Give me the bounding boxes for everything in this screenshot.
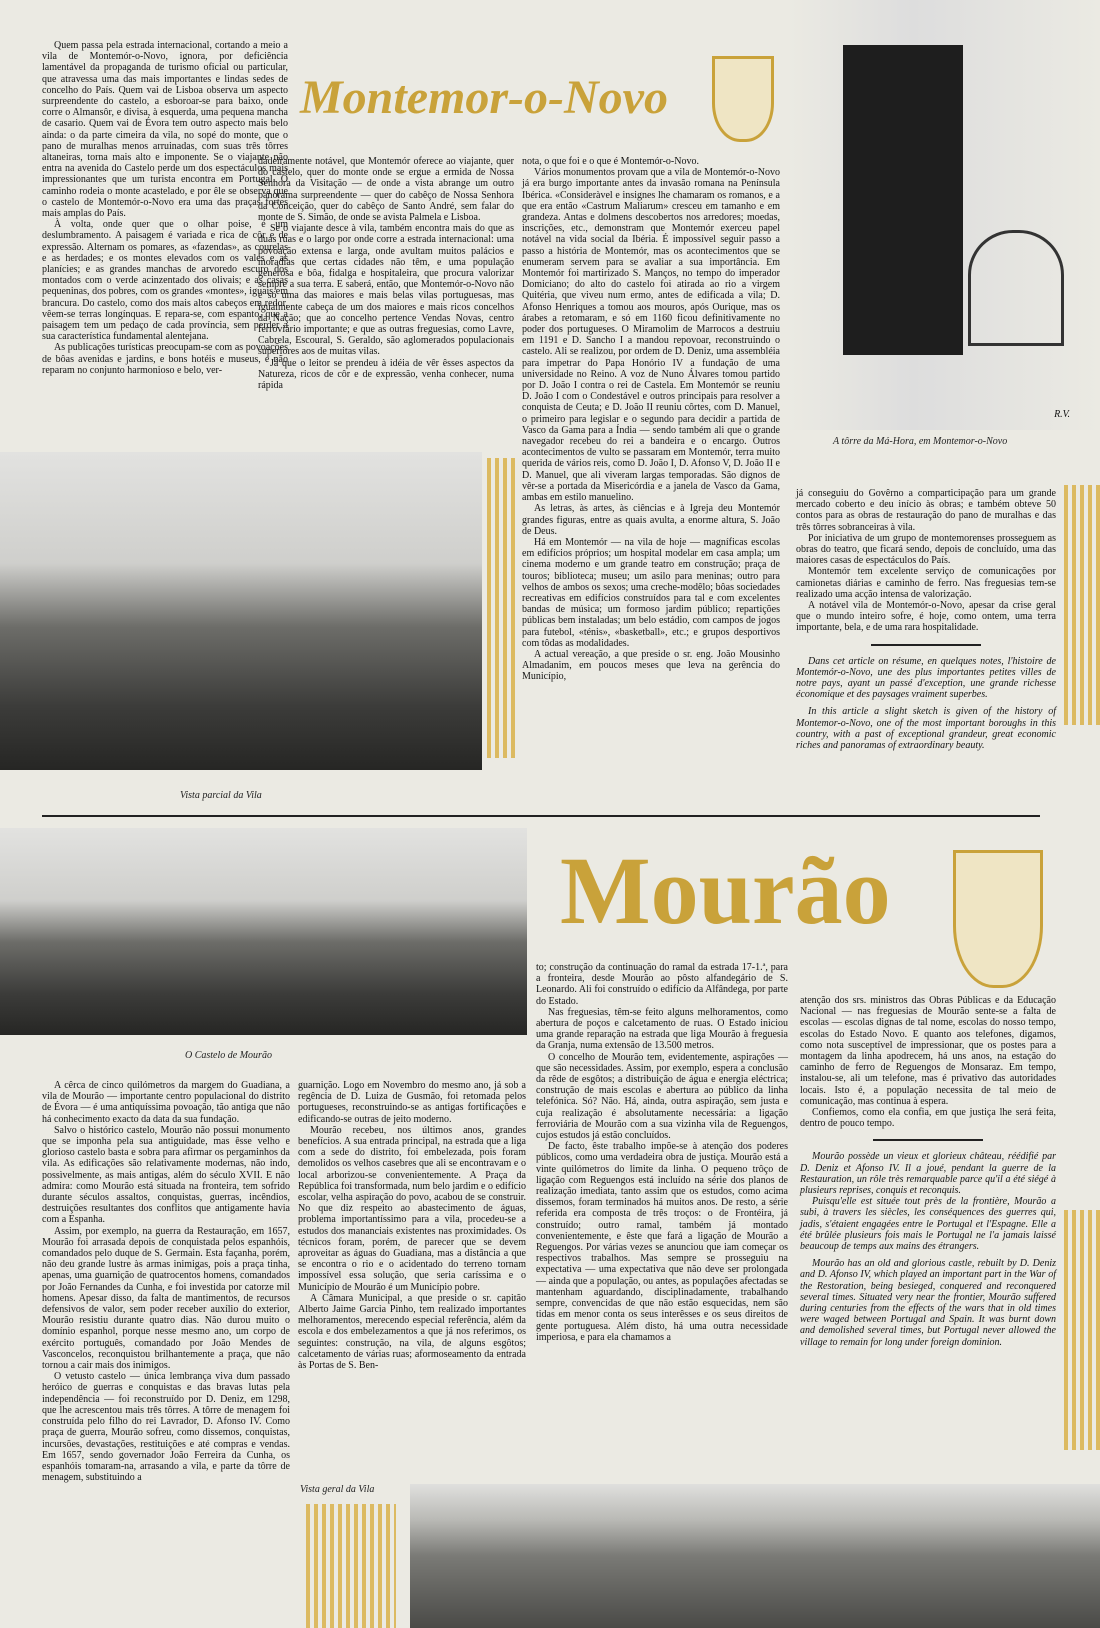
paragraph: Há em Montemór — na vila de hoje — magníficas escolas em edifícios próprios; um hospital modelar em casa ampla; um cinema moderno e um grande teatro em construção; praça de touros; biblioteca; museu; um asilo para meninas; outro para velhos de ambos os sexos; uma creche-modêlo; bôas sociedades recreativas em edifícios construídos para tal e com excelentes bandas de música; um formoso jardim público; repartições públicas bem instaladas; um belo estádio, com campos de jogos para futebol, «ténis», «basketball», etc.; e grupos desportivos com tôdas as modalidades. [522,536,780,649]
article2-col4 [800,995,1056,1348]
paragraph: De facto, êste trabalho impõe-se à atenção dos poderes públicos, como uma verdadeira obra de justiça. Mourão está a vinte quilómetros do limite da linha. O pequeno trôço de ligação com Reguengos está incluído na série dos planos de realização imediata, tanto assim que os estudos, como acima dissemos, foram terminados há muitos anos. De resto, a série referida era composta de três troços: o de Frontéira, já construído; outro ramal, também já montado convenientemente, e êste que fará a ligação de Mourão a Reguengos. Por várias vezes se anunciou que iam começar os respectivos trabalhos. Mas sempre se prosseguiu na expectativa — uma expectativa que não deve ser prolongada — ainda que a população, ou antes, as populações afectadas se mantenham aguardando, disciplinadamente, trabalhando sempre, convencidas de que não estão esquecidas, nem são tidas em menor conta os seus interêsses e os seus direitos de gente portuguesa. Além disto, há uma outra necessidade imperiosa, e para ela chamamos a [536,1141,788,1343]
paragraph: À volta, onde quer que o olhar poise, é um deslumbramento. A paisagem é variada e rica de côr e de expressão. Alternam os pomares, as «fazendas», as courelas e as herdades; e os montes elevados com os vales e as planícies; e as grandes manchas de arvoredo escuro dos montados com o verde acinzentado dos olivais; e as casas pequeninas, dos pobres, com os grandes «montes», iguais em brancura. Do castelo, como dos mais altos cabeços em redor, vêem-se terras longínquas. E repara-se, com espanto, que a paisagem tem um pedaço de cada província, sem perder a sua característica fundamental alentejana. [42,219,288,343]
view-caption: Vista geral da Vila [300,1484,375,1495]
decorative-stripe [306,1504,396,1628]
article1-col1 [42,40,288,376]
arch-shape [968,230,1064,346]
article2-summaries [800,1151,1056,1347]
paragraph: Dans cet article on résume, en quelques notes, l'histoire de Montemór-o-Novo, une des plus importantes petites villes de notre pays, ayant un passé d'exception, une grande richesse économique et des paysages vraiment superbes. [796,655,1056,701]
article1-col4 [796,488,1056,751]
paragraph: Montemór tem excelente serviço de comunicações por camionetas diárias e caminho de ferro. Nas freguesias tem-se realizado uma acção intensa de valorização. [796,566,1056,600]
paragraph: A actual vereação, a que preside o sr. eng. João Mousinho Almadanim, em poucos meses que leva na gerência do Município, [522,648,780,683]
paragraph: Salvo o histórico castelo, Mourão não possui monumento que se imponha pela sua antiguidade, mas êsse velho e glorioso castelo basta e sobra para afirmar os pergaminhos da vila. As edificações são relativamente modernas, não indo, possìvelmente, as mais antigas, além do século XVII. E não admira: como Mourão está situada na fronteira, tem sofrido durante séculos assaltos, conquistas, guerras, incêndios, destruições resultantes dos conflitos que antigamente havia com a Espanha. [42,1124,290,1226]
mourao-crest-icon [953,850,1043,988]
paragraph: Mourão possède un vieux et glorieux château, réédifié par D. Deniz et Afonso IV. Il a joué, pendant la guerre de la Restauration, un rôle très remarquable parce qu'il a été siégé à plusieurs reprises, conquis et reconquis. [800,1151,1056,1197]
town-general-view-photo [410,1484,1100,1628]
paragraph: A cêrca de cinco quilómetros da margem do Guadiana, a vila de Mourão — importante centro populacional do distrito de Évora — é uma antiquíssima povoação, tão antiga que não há conhecimento exacto da data da sua fundação. [42,1080,290,1125]
article1-french-summary [796,656,1056,752]
paragraph: Vários monumentos provam que a vila de Montemór-o-Novo já era burgo importante antes da invasão romana na Península Ibérica. «Consideràvel e insignes lhe chamaram os romanos, e a que era então «Castrum Maliarum» cresceu em tamanho e em grandeza. Antas e dolmens descobertos nos arredores; moedas, inscrições, etc., demonstram que Montemór exerceu papel notável na vida social da Ibéria. É impossível seguir passo a passo a história de Montemór, mas os acontecimentos que se enumeram servem para se avaliar a sua importância. Em Montemór foi martirizado S. Manços, no tempo do imperador Domiciano; do alto do castelo foi atirada ao rio a virgem Quitéria, que viveu num ermo, antes de edificada a vila; D. Afonso Henriques a tomou aos mouros, após Ourique, mas os árabes a retomaram, e só em 1160 ficou definitivamente no poder dos portugueses. O Miramolim de Marrocos a destruiu em 1191 e D. Sancho I a mandou repovoar, reconstruindo o castelo. Ali se realizou, por ordem de D. Deniz, uma assembléia para impetrar do Papa Honório IV a fundação de uma universidade no Reino. A voz de Nuno Álvares tomou partido por D. João I contra o rei de Castela. Em Montemór se reuniu D. João I com o Condestável e outros principais para resolver a conquista de Ceuta; e D. João II reuniu côrtes, com D. Manuel, o primeiro para legislar e o segundo para decidir a partida de Vasco da Gama para a Índia — sendo também ali que o grande navegador recebeu do rei a bandeira e o encargo. Outros acontecimentos de vulto se passaram em Montemór, terra muito querida de vários reis, como D. João I, D. Afonso V, D. João II e D. Manuel, que ali viveram largas temporadas. São dignos de vêr-se a portada da Misericórdia e a janela de Vasco da Gama, ambas em estilo manuelino. [522,167,780,504]
paragraph: As publicações turísticas preocupam-se com as povoações de bôas avenidas e jardins, e bons hotéis e museus, e não reparam no conjunto harmonioso e belo, ver- [42,342,288,376]
paragraph: nota, o que foi e o que é Montemór-o-Novo. [522,156,699,167]
article1-col2 [258,156,514,391]
paragraph: Assim, por exemplo, na guerra da Restauração, em 1657, Mourão foi arrasada depois de conquistada pelos espanhóis, comandados pelo duque de S. Germain. Esta façanha, porém, não deu grande lustre às armas inimigas, pois a praça tinha, apenas, uma guarnição de quatrocentos homens, comandados por João Fernandes da Cunha, e foi investida por catorze mil homens. Apesar disso, da falta de mantimentos, de recursos defensivos de valor, sem poder receber auxílio do exterior, Mourão resistiu durante quatro dias. Não durou muito o domínio espanhol, porque nesse mesmo ano, um corpo de exército português, comandado por João Mendes de Vasconcelos, reconquistou brilhantemente a praça, que não tornou a cair mais dos inimigos. [42,1225,290,1372]
decorative-stripe [487,458,515,758]
decorative-stripe [1064,1210,1100,1450]
paragraph: Confiemos, como ela confia, em que justiça lhe será feita, dentro de pouco tempo. [800,1107,1056,1130]
paragraph: Nas freguesias, têm-se feito alguns melhoramentos, como abertura de poços e calcetamento de ruas. O Estado iniciou uma grande reparação na estrada que liga Mourão à freguesia da Granja, numa extensão de 13.500 metros. [536,1006,788,1052]
divider [871,644,981,646]
paragraph: Mourão has an old and glorious castle, rebuilt by D. Deniz and D. Afonso IV, which played an important part in the War of the Restoration, being besieged, conquered and reconquered several times. Situated very near the frontier, Mourão suffered during centuries from the effects of the wars that in old times were waged between Portugal and Spain. It was burnt down and demolished several times, but Portugal never allowed the village to remain for long under foreign dominion. [800,1258,1056,1348]
paragraph: O concelho de Mourão tem, evidentemente, aspirações — que são necessidades. Assim, por exemplo, espera a conclusão da rêde de esgôtos; a distribuição de água e energia eléctrica; construção de mais escolas e abertura ao público da linha telefónica. Só? Não. Há, ainda, outra aspiração, sem justa e cuja realização é absolutamente necessária: a ligação ferroviária de Mourão com a sua vizinha vila de Reguengos, cujos estudos já estão concluídos. [536,1051,788,1142]
tower-illustration [788,0,1100,430]
paragraph: Já que o leitor se prendeu à idéia de vêr êsses aspectos da Natureza, ricos de côr e de expressão, venha conhecer, numa rápida [258,357,514,392]
paragraph: Se o viajante desce à vila, também encontra mais do que as duas ruas e o largo por onde corre a estrada internacional: uma povoação extensa e larga, onde avultam muitos palácios e moradias que certas cidades não têm, e uma população generosa e bôa, fidalga e hospitaleira, que procura valorizar sempre a sua terra. E saberá, então, que Montemór-o-Novo não é só uma das maiores e mais belas vilas portuguesas, mas igualmente cabeça de um dos maiores e mais ricos concelhos da Nação; que ao concelho pertence Vendas Novas, centro ferroviário importante; e que as outras freguesias, como Lavre, Cabrela, Escoural, S. Geraldo, são aglomerados populacionais superiores aos de muitas vilas. [258,223,514,358]
paragraph: A Câmara Municipal, a que preside o sr. capitão Alberto Jaime Garcia Pinho, tem realizado importantes melhoramentos, merecendo especial referência, além da escola e dos embelezamentos a que já nos referimos, os seguintes: construção, na vila, de alguns esgôtos; calcetamento de várias ruas; aformoseamento da entrada às Portas de S. Ben- [298,1292,526,1372]
paragraph: Por iniciativa de um grupo de montemorenses prosseguem as obras do teatro, que ficará sendo, depois de concluído, uma das maiores casas de espectáculos do País. [796,532,1056,567]
decorative-stripe [1064,485,1100,725]
article2-title: Mourão [560,837,891,944]
paragraph: dadeiramente notável, que Montemór oferece ao viajante, quer do castelo, quer do monte onde se ergue a ermida de Nossa Senhora da Visitação — de onde a vista abrange um outro panorama surpreendente — quer do cabêço de Nossa Senhora da Conceição, quer do cabêço de Santo André, sem falar do monte de S. Simão, de onde se avista Palmela e Lisboa. [258,156,514,224]
tower-shape [843,45,963,355]
paragraph: já conseguiu do Govêrno a comparticipação para um grande mercado coberto e deu início às obras; e também obteve 50 contos para as obras de restauração do pano de muralhas e das três tôrres sobranceiras à vila. [796,488,1056,533]
tower-caption: A tôrre da Má-Hora, em Montemor-o-Novo [833,436,1008,447]
paragraph: In this article a slight sketch is given of the history of Montemor-o-Novo, one of the most important boroughs in this country, with a past of exceptional grandeur, great economic riches and panoramas of extraordinary beauty. [796,706,1056,752]
paragraph: As letras, às artes, às ciências e à Igreja deu Montemór grandes figuras, entre as quais avulta, a enorme altura, S. João de Deus. [522,503,780,537]
paragraph: atenção dos srs. ministros das Obras Públicas e da Educação Nacional — nas freguesias de Mourão sente-se a falta de escolas — escolas dignas de tal nome, escolas do nosso tempo, escolas do Estado Novo. E quanto aos telefones, digamos, como nota susceptível de impressionar, que os postes para a montagem da linha apodrecem, há uns anos, na estação do caminho de ferro de Reguengos de Monsaraz. Em tempo, instalou-se, ali um telefone, mas é privativo das autoridades locais. Isto é, a população necessita de tal meio de comunicação, mas continua à espera. [800,995,1056,1107]
article2-col2 [298,1080,526,1371]
paragraph: Puisqu'elle est située tout près de la frontière, Mourão a subi, à travers les siècles, les conséquences des guerres qui, jadis, s'étaient engagées entre le Portugal et l'Espagne. Elle a été brûlée plusieurs fois mais le Portugal ne l'a jamais laissé beaucoup de temps aux mains des étrangers. [800,1196,1056,1253]
paragraph: Quem passa pela estrada internacional, cortando a meio a vila de Montemór-o-Novo, ignora, por deficiência lamentável da propaganda de turismo oficial ou particular, que atravessa uma das mais importantes e lindas sedes de concelho do País. Quem vai de Lisboa observa um aspecto surpreendente do castelo, a esboroar-se para baixo, onde corre o Almansôr, e divisa, à esquerda, uma pequena mancha de casario. Quem vai de Évora tem outro aspecto mais belo ainda: o da parte cimeira da vila, no sopé do monte, que o pano de muralhas menos arruinadas, com suas três tôrres altaneiras, torna mais alto e imponente. Se o viajante não entra na avenida do Castelo perde um dos espectáculos mais impressionantes que um turista encontra em Portugal. O caminho rodeia o monte acastelado, e por êle se observa que o castelo de Montemór-o-Novo era uma das praças fortes mais amplas do País. [42,40,288,220]
paragraph: guarnição. Logo em Novembro do mesmo ano, já sob a regência de D. Luiza de Gusmão, foi retomada pelos portugueses, reconstruindo-se as antigas fortificações e edificando-se outras de jeito moderno. [298,1080,526,1125]
article1-title: Montemor-o-Novo [300,71,668,124]
paragraph: A notável vila de Montemór-o-Novo, apesar da crise geral que o mundo inteiro sofre, é hoje, como ontem, uma terra importante, bela, e de uma rara hospitalidade. [796,600,1056,634]
divider [873,1139,983,1141]
paragraph: Mourão recebeu, nos últimos anos, grandes benefícios. A sua entrada principal, na estrada que a liga com a sede do distrito, foi embelezada, pois foram demolidos os velhos casebres que ali se encontravam e o local arborizou-se convenientemente. A Praça da República foi transformada, num belo jardim e o edifício escolar, velha aspiração do povo, acabou de se construir. No que diz respeito ao abastecimento de águas, problema importantíssimo para a vila, procedeu-se a estudos dos mananciais existentes nas proximidades. Os técnicos foram, porém, de parecer que se devem aproveitar as águas do Guadiana, mas a distância a que se encontra o rio e o acidentado do terreno tornam impossível essa solução, que seria caríssima e o Município de Mourão é um Município pobre. [298,1124,526,1293]
article1-col3 [522,156,780,683]
article2-col3 [536,962,788,1343]
town-partial-view-photo [0,452,482,770]
paragraph: to; construção da continuação do ramal da estrada 17-1.ª, para a fronteira, desde Mourão ao pôsto alfandegário de S. Leonardo. Ali foi construído o edifício da Alfândega, por parte do Estado. [536,962,788,1007]
article2-col1 [42,1080,290,1483]
artist-signature: R.V. [1054,409,1070,420]
paragraph: O vetusto castelo — única lembrança viva dum passado heróico de guerras e conquistas e das bravas lutas pela independência — foi reconstruído por D. Deniz, em 1298, que lhe acrescentou mais três tôrres. A tôrre de menagem foi construída pelo filho do rei Lavrador, D. Afonso IV. Como praça de guerra, Mourão sofreu, como dissemos, conquistas, incursões, devastações, restituições e até compras e vendas. Em 1657, sendo governador João Ferreira da Cunha, os espanhóis tomaram-na, arrasando a vila, e parte da tôrre de menagem, substituindo a [42,1371,290,1484]
photo-caption: Vista parcial da Vila [180,790,262,801]
montemor-crest-icon [712,56,774,142]
article-divider [42,815,1040,817]
castle-caption: O Castelo de Mourão [185,1050,272,1061]
castle-photo [0,828,527,1035]
